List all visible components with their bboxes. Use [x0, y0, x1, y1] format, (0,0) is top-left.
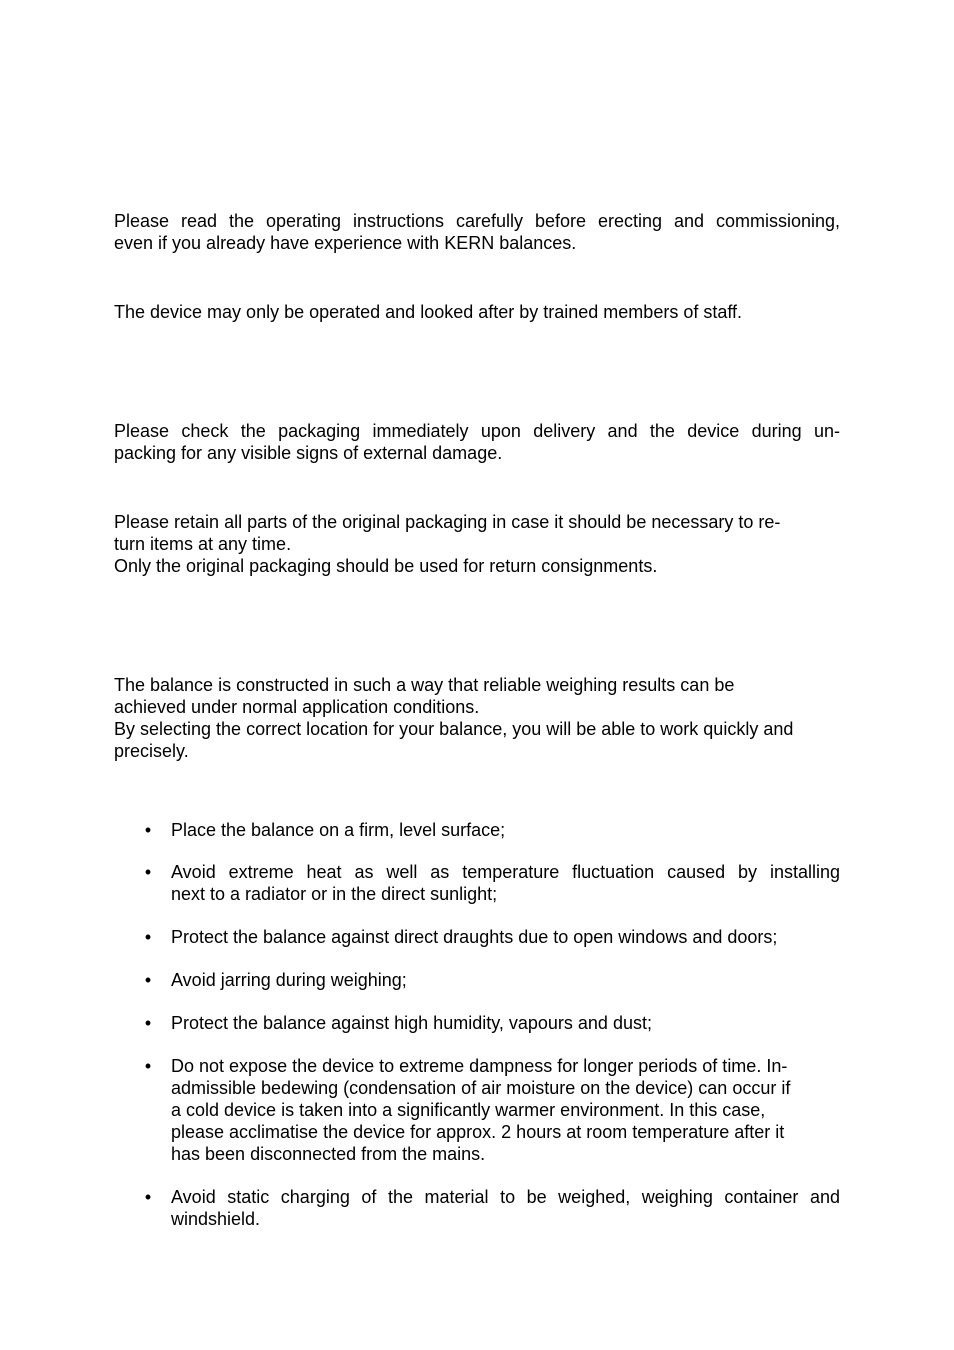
bullet-icon: • — [144, 862, 152, 882]
location-line-2: achieved under normal application conditions. — [114, 697, 480, 717]
check-line-1: Please check the packaging immediately upon delivery and the device during un- — [114, 421, 840, 441]
bullet-line: Protect the balance against direct draughts due to open windows and doors; — [171, 927, 778, 947]
packaging-check-paragraph — [114, 420, 840, 464]
location-line-1: The balance is constructed in such a way that reliable weighing results can be — [114, 675, 735, 695]
bullet-icon: • — [144, 1187, 152, 1207]
bullet-icon: • — [144, 1056, 152, 1076]
bullet-icon: • — [144, 927, 152, 947]
intro-paragraph — [114, 210, 840, 254]
staff-paragraph — [114, 301, 840, 323]
staff-line-1: The device may only be operated and looked after by trained members of staff. — [114, 302, 743, 322]
bullet-line: Do not expose the device to extreme dampness for longer periods of time. In- — [171, 1056, 788, 1076]
location-paragraph — [114, 674, 840, 762]
check-line-2: packing for any visible signs of external damage. — [114, 443, 503, 463]
bullet-icon: • — [144, 970, 152, 990]
location-line-4: precisely. — [114, 741, 189, 761]
bullet-line: has been disconnected from the mains. — [171, 1144, 486, 1164]
bullet-line: windshield. — [171, 1209, 261, 1229]
bullet-line: Avoid extreme heat as well as temperature fluctuation caused by installing — [171, 862, 840, 882]
bullet-icon: • — [144, 1013, 152, 1033]
bullet-line: Avoid static charging of the material to be weighed, weighing container and — [171, 1187, 840, 1207]
retain-line-1: Please retain all parts of the original packaging in case it should be necessary to re- — [114, 512, 781, 532]
bullet-line: Avoid jarring during weighing; — [171, 970, 407, 990]
bullet-icon: • — [144, 820, 152, 840]
retain-line-2: turn items at any time. — [114, 534, 292, 554]
bullet-line: next to a radiator or in the direct sunlight; — [171, 884, 498, 904]
bullet-line: Place the balance on a firm, level surface; — [171, 820, 506, 840]
bullet-line: Protect the balance against high humidity, vapours and dust; — [171, 1013, 652, 1033]
bullet-line: please acclimatise the device for approx. 2 hours at room temperature after it — [171, 1122, 785, 1142]
retain-line-3: Only the original packaging should be used for return consignments. — [114, 556, 658, 576]
intro-line-2: even if you already have experience with KERN balances. — [114, 233, 577, 253]
bullet-line: a cold device is taken into a significantly warmer environment. In this case, — [171, 1100, 766, 1120]
bullet-line: admissible bedewing (condensation of air moisture on the device) can occur if — [171, 1078, 791, 1098]
location-line-3: By selecting the correct location for your balance, you will be able to work quickly and — [114, 719, 794, 739]
intro-line-1: Please read the operating instructions carefully before erecting and commissioning, — [114, 211, 840, 231]
retain-packaging-paragraph — [114, 511, 840, 577]
